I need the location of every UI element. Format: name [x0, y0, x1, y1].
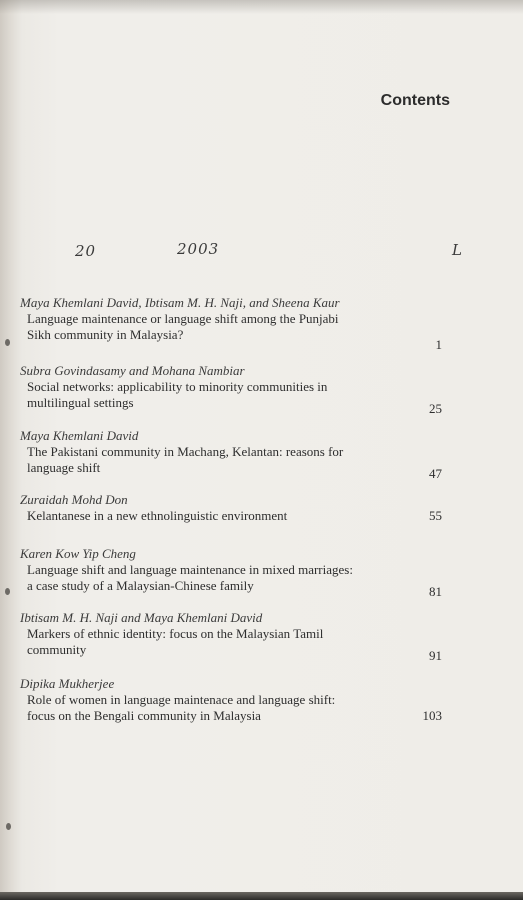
entry-title-line: language shift [27, 460, 101, 475]
table-of-contents [20, 295, 450, 726]
entry-author: Ibtisam M. H. Naji and Maya Khemlani David [20, 610, 263, 625]
toc-entry[interactable] [20, 295, 450, 351]
toc-entry[interactable] [20, 428, 450, 481]
entry-author: Zuraidah Mohd Don [20, 492, 128, 507]
entry-title-line: Language shift and language maintenance in mixed marriages: [27, 562, 353, 577]
entry-title-line: Role of women in language maintenace and language shift: [27, 692, 336, 707]
handwritten-note: L [452, 241, 463, 259]
page-bottom-edge [0, 892, 523, 900]
entry-title-line: Social networks: applicability to minority communities in [27, 379, 328, 394]
entry-author: Maya Khemlani David, Ibtisam M. H. Naji, and Sheena Kaur [20, 295, 340, 310]
handwritten-note: 20 [75, 242, 97, 260]
entry-author: Karen Kow Yip Cheng [20, 546, 136, 561]
handwritten-note: 2003 [177, 240, 220, 258]
entry-title-line: The Pakistani community in Machang, Kelantan: reasons for [27, 444, 344, 459]
toc-entry[interactable] [20, 363, 450, 416]
entry-page-number: 47 [429, 466, 442, 481]
entry-title-line: a case study of a Malaysian-Chinese family [27, 578, 254, 593]
entry-page-number: 81 [429, 584, 442, 599]
entry-title-line: Sikh community in Malaysia? [27, 327, 184, 342]
gutter-mark [6, 823, 11, 830]
entry-page-number: 103 [422, 708, 442, 723]
entry-page-number: 91 [429, 648, 442, 663]
page-top-shadow [0, 0, 523, 14]
entry-title-line: multilingual settings [27, 395, 134, 410]
toc-entry[interactable] [20, 546, 450, 599]
entry-title-line: focus on the Bengali community in Malaysia [27, 708, 261, 723]
entry-author: Subra Govindasamy and Mohana Nambiar [20, 363, 245, 378]
entry-page-number: 55 [429, 508, 442, 523]
entry-page-number: 1 [435, 337, 442, 352]
page-title: Contents [380, 92, 450, 109]
gutter-mark [5, 588, 10, 595]
entry-title-line: Markers of ethnic identity: focus on the Malaysian Tamil [27, 626, 324, 641]
toc-entry[interactable] [20, 676, 450, 726]
toc-entry[interactable] [20, 492, 450, 526]
entry-title-line: community [27, 642, 87, 657]
entry-page-number: 25 [429, 401, 442, 416]
toc-entry[interactable] [20, 610, 450, 663]
entry-title-line: Language maintenance or language shift among the Punjabi [27, 311, 339, 326]
entry-author: Dipika Mukherjee [20, 676, 115, 691]
entry-title-line: Kelantanese in a new ethnolinguistic environment [27, 508, 288, 523]
gutter-mark [5, 339, 10, 346]
entry-author: Maya Khemlani David [20, 428, 139, 443]
